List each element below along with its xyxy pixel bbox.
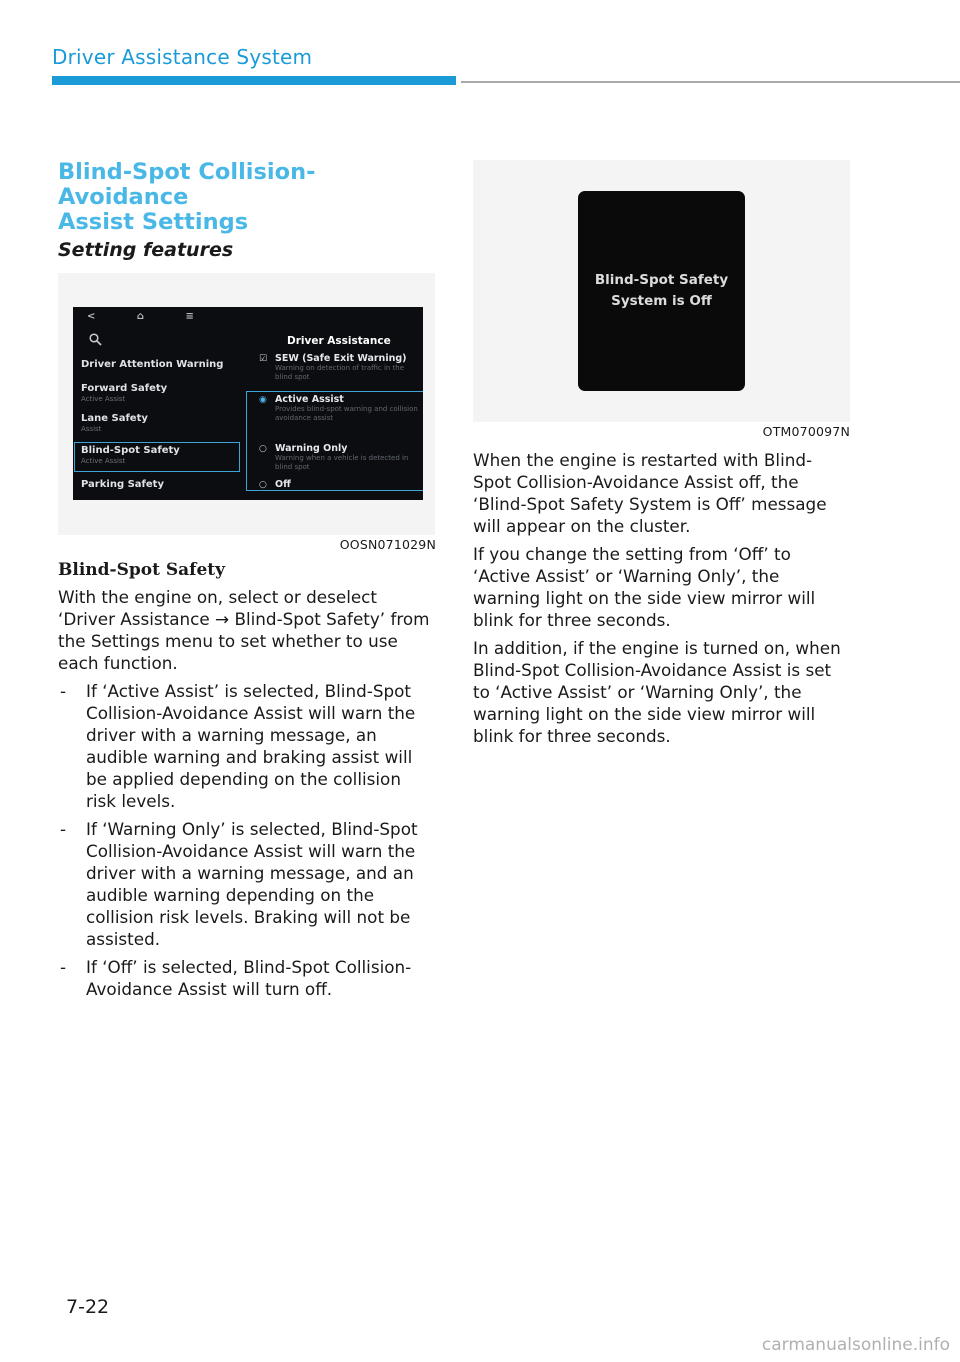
radio-selected-icon: ◉: [259, 395, 267, 405]
figure-caption: OOSN071029N: [339, 537, 436, 552]
menu-item-label: Lane Safety: [81, 413, 148, 424]
right-text: [473, 449, 850, 747]
left-column: [58, 160, 436, 1006]
menu-item-sub: Assist: [81, 425, 102, 433]
option-off: [259, 479, 291, 490]
paragraph: If you change the setting from ‘Off’ to ‘Active Assist’ or ‘Warning Only’, the warning light on the side view mirror will blink for three seconds.: [473, 544, 816, 630]
header-rule: [461, 81, 960, 83]
list-item: - If ‘Active Assist’ is selected, Blind-Spot Collision-Avoidance Assist will warn the driver with a warning message, an audible warning and braking assist will be applied depending on the collision risk levels.: [60, 681, 416, 811]
radio-icon: ○: [259, 444, 267, 454]
option-active-assist: [259, 394, 423, 423]
menu-icon: ≡: [185, 311, 194, 322]
option-label: Active Assist: [275, 394, 344, 405]
option-sub: Warning when a vehicle is detected in blind spot: [275, 454, 409, 471]
section-title: [58, 160, 436, 235]
menu-item-sub: Active Assist: [81, 395, 126, 403]
header-accent-bar: [52, 76, 456, 85]
screen-nav-icons: [87, 311, 232, 322]
list-item: - If ‘Warning Only’ is selected, Blind-Spot Collision-Avoidance Assist will warn the driver with a warning message, and an audible warning depending on the collision risk levels. Braking will not be assisted.: [60, 819, 418, 949]
intro-paragraph: With the engine on, select or deselect ‘Driver Assistance → Blind-Spot Safety’ from the Settings menu to set whether to use each function.: [58, 587, 430, 673]
menu-item-label: Forward Safety: [81, 383, 168, 394]
search-icon: [89, 333, 102, 350]
back-icon: <: [87, 311, 96, 322]
menu-item-driver-attention: [81, 359, 223, 370]
infotainment-screen: [73, 307, 423, 500]
settings-screen-figure: [58, 273, 435, 535]
cluster-display: [578, 191, 745, 391]
cluster-message-line1: Blind-Spot Safety: [594, 272, 729, 288]
section-subtitle: Setting features: [58, 239, 234, 261]
option-label: SEW (Safe Exit Warning): [275, 353, 407, 364]
figure-caption: OTM070097N: [762, 424, 850, 439]
header-title: Driver Assistance System: [52, 45, 313, 69]
section-title-line1: Blind-Spot Collision-Avoidance: [58, 159, 316, 210]
menu-item-forward-safety: [81, 383, 167, 403]
list-item-text: If ‘Warning Only’ is selected, Blind-Spot Collision-Avoidance Assist will warn the driver with a warning message, and an audible warning depending on the collision risk levels. Braking will not be assisted.: [86, 819, 418, 949]
screen-title: Driver Assistance: [287, 335, 391, 347]
menu-item-sub: Active Assist: [81, 457, 126, 465]
option-warning-only: [259, 443, 423, 472]
menu-item-lane-safety: [81, 413, 148, 433]
home-icon: ⌂: [136, 311, 145, 322]
watermark: carmanualsonline.info: [761, 1335, 950, 1355]
menu-item-label: Parking Safety: [81, 479, 164, 490]
menu-item-label: Driver Attention Warning: [81, 359, 224, 370]
option-label: Warning Only: [275, 443, 348, 454]
section-title-line2: Assist Settings: [58, 209, 249, 235]
page-number: 7-22: [66, 1296, 110, 1318]
paragraph: When the engine is restarted with Blind-Spot Collision-Avoidance Assist off, the ‘Blind-Spot Safety System is Off’ message will appear on the cluster.: [473, 450, 827, 536]
right-column: [473, 160, 850, 753]
option-label: Off: [275, 479, 291, 490]
list-item-text: If ‘Active Assist’ is selected, Blind-Spot Collision-Avoidance Assist will warn the driver with a warning message, an audible warning and braking assist will be applied depending on the collision risk levels.: [86, 681, 416, 811]
checkbox-icon: ☑: [259, 354, 268, 364]
body-heading: Blind-Spot Safety: [58, 560, 226, 580]
paragraph: In addition, if the engine is turned on, when Blind-Spot Collision-Avoidance Assist is set to ‘Active Assist’ or ‘Warning Only’, the warning light on the side view mirror will blink for three seconds.: [473, 638, 841, 746]
option-sub: Warning on detection of traffic in the blind spot: [275, 364, 405, 381]
cluster-message-line2: System is Off: [611, 293, 712, 309]
cluster-message-figure: [473, 160, 850, 422]
menu-item-parking-safety: [81, 479, 164, 490]
radio-icon: ○: [259, 480, 267, 490]
menu-item-blind-spot-safety: [75, 443, 239, 471]
option-sew: [259, 353, 423, 382]
list-item: - If ‘Off’ is selected, Blind-Spot Collision-Avoidance Assist will turn off.: [60, 957, 412, 999]
option-sub: Provides blind-spot warning and collision avoidance assist: [275, 405, 418, 422]
list-item-text: If ‘Off’ is selected, Blind-Spot Collision-Avoidance Assist will turn off.: [86, 957, 412, 999]
menu-item-label: Blind-Spot Safety: [81, 445, 180, 456]
